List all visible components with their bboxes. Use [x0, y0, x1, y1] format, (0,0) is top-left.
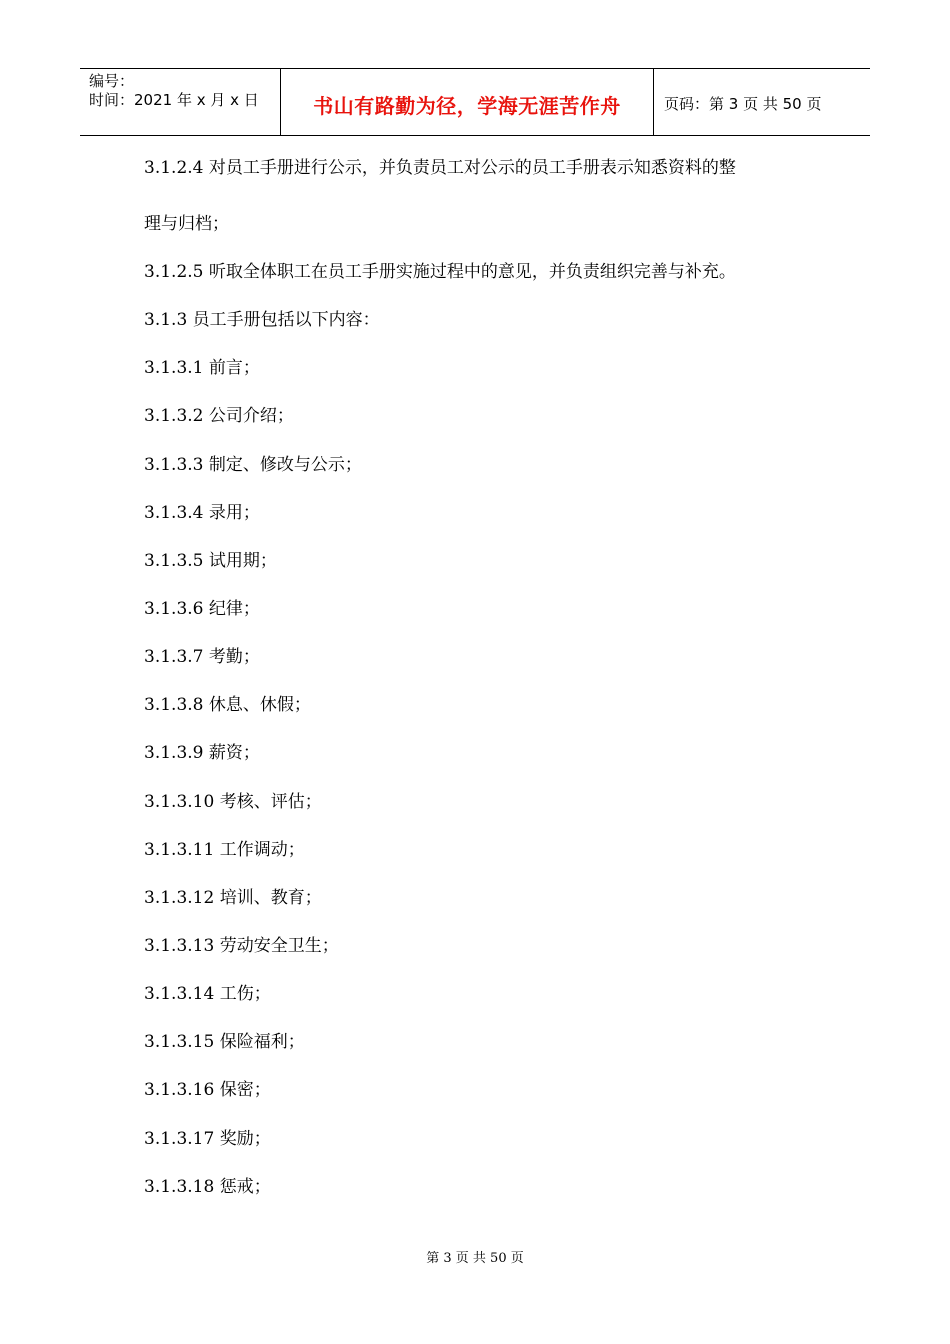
list-item: 3.1.3.3 制定、修改与公示； — [144, 455, 362, 475]
list-item: 3.1.3.2 公司介绍； — [144, 406, 294, 426]
list-item: 3.1.3.9 薪资； — [144, 743, 260, 763]
header-meta-cell — [80, 69, 281, 135]
list-item: 3.1.3.18 惩戒； — [144, 1177, 271, 1197]
list-item: 3.1.3.16 保密； — [144, 1080, 271, 1100]
header-page-indicator: 页码：第 3 页 共 50 页 — [664, 94, 822, 113]
list-item: 3.1.3.11 工作调动； — [144, 840, 305, 860]
list-item: 3.1.3.8 休息、休假； — [144, 695, 311, 715]
list-item: 3.1.3.15 保险福利； — [144, 1032, 305, 1052]
header-motto: 书山有路勤为径，学海无涯苦作舟 — [281, 69, 654, 135]
document-number-label: 编号： — [89, 72, 135, 90]
list-item: 3.1.3.1 前言； — [144, 358, 260, 378]
list-item: 3.1.3.7 考勤； — [144, 647, 260, 667]
body-line: 理与归档； — [144, 214, 229, 234]
document-date-label: 时间：2021 年 x 月 x 日 — [89, 91, 259, 109]
page-footer: 第 3 页 共 50 页 — [426, 1251, 524, 1266]
list-item: 3.1.3.17 奖励； — [144, 1129, 271, 1149]
list-item: 3.1.3.6 纪律； — [144, 599, 260, 619]
body-line: 3.1.2.4 对员工手册进行公示，并负责员工对公示的员工手册表示知悉资料的整 — [144, 158, 736, 178]
list-item: 3.1.3.4 录用； — [144, 503, 260, 523]
list-item: 3.1.3.5 试用期； — [144, 551, 277, 571]
body-line: 3.1.3 员工手册包括以下内容： — [144, 310, 380, 330]
list-item: 3.1.3.10 考核、评估； — [144, 792, 322, 812]
list-item: 3.1.3.12 培训、教育； — [144, 888, 322, 908]
list-item: 3.1.3.13 劳动安全卫生； — [144, 936, 339, 956]
body-line: 3.1.2.5 听取全体职工在员工手册实施过程中的意见，并负责组织完善与补充。 — [144, 262, 736, 282]
list-item: 3.1.3.14 工伤； — [144, 984, 271, 1004]
page-header — [80, 68, 870, 136]
